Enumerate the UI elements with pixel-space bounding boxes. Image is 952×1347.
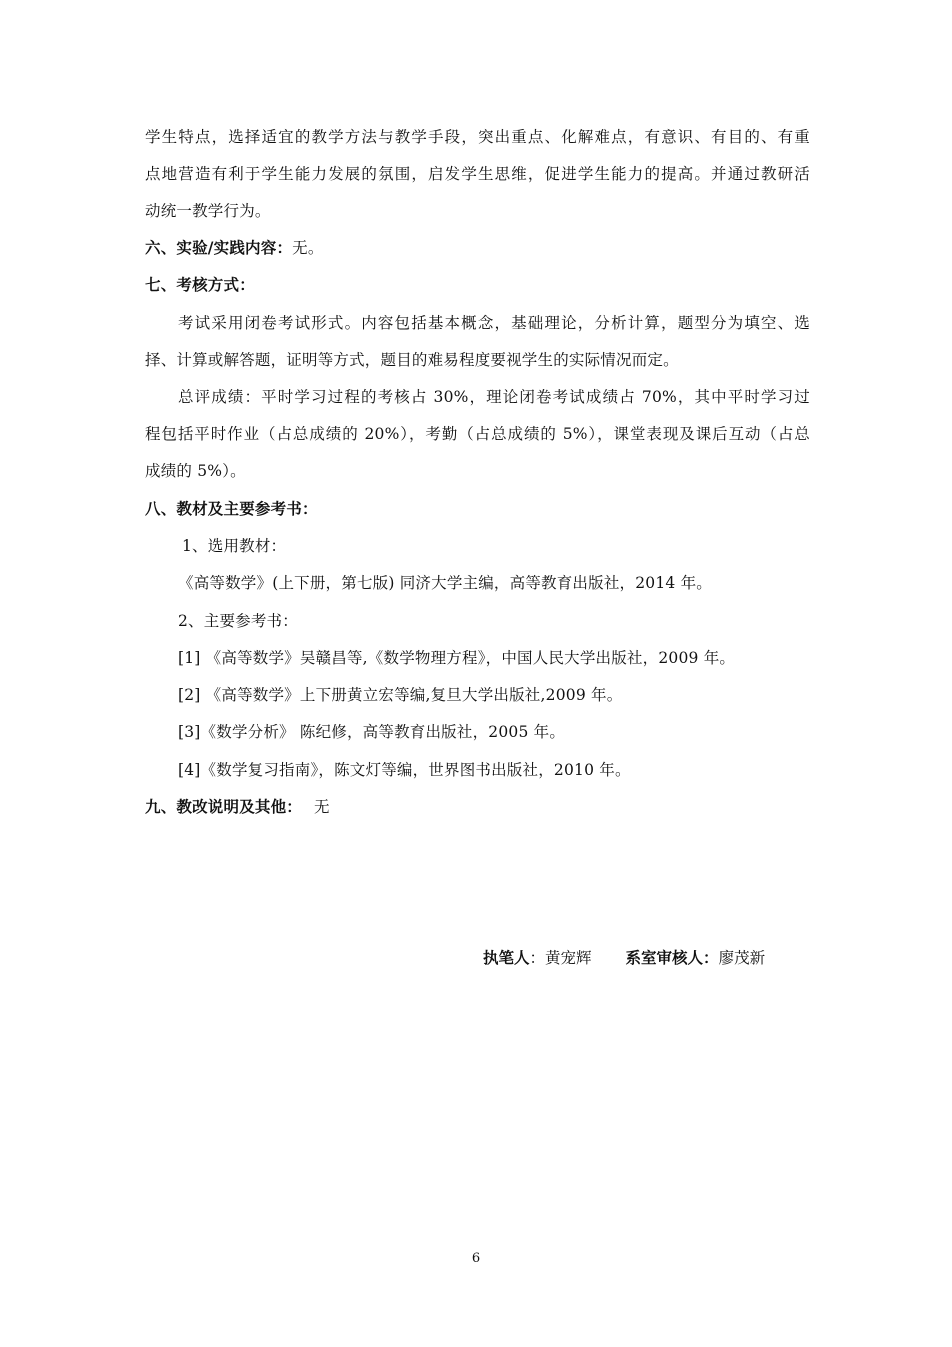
grade-paragraph-line: 总评成绩：平时学习过程的考核占 30%，理论闭卷考试成绩占 70%，其中平时学习过 xyxy=(178,388,810,406)
reference-item: [2] 《高等数学》上下册黄立宏等编,复旦大学出版社,2009 年。 xyxy=(178,686,623,704)
section-6-heading xyxy=(145,238,810,258)
section-8-heading: 八、教材及主要参考书： xyxy=(145,499,318,518)
signature-line xyxy=(483,948,765,968)
grade-paragraph-line: 程包括平时作业（占总成绩的 20%），考勤（占总成绩的 5%），课堂表现及课后互动（占总 xyxy=(145,425,810,443)
author-separator: ： xyxy=(529,949,546,967)
reviewer-label: 系室审核人： xyxy=(625,948,719,967)
reference-item: [4]《数学复习指南》，陈文灯等编，世界图书出版社，2010 年。 xyxy=(178,761,631,779)
reviewer-name: 廖茂新 xyxy=(718,949,766,967)
section-9-heading xyxy=(145,797,810,817)
method-paragraph-line: 点地营造有利于学生能力发展的氛围，启发学生思维，促进学生能力的提高。并通过教研活 xyxy=(145,165,810,183)
method-paragraph-line: 动统一教学行为。 xyxy=(145,202,271,220)
author-name: 黄宠辉 xyxy=(545,949,592,967)
grade-paragraph-line: 成绩的 5%）。 xyxy=(145,462,246,480)
exam-paragraph-line: 择、计算或解答题，证明等方式，题目的难易程度要视学生的实际情况而定。 xyxy=(145,351,679,369)
references-label: 2、主要参考书： xyxy=(178,612,298,630)
exam-paragraph-line: 考试采用闭卷考试形式。内容包括基本概念，基础理论，分析计算，题型分为填空、选 xyxy=(178,314,810,332)
section-9-content: 无 xyxy=(314,798,330,816)
section-9-title: 九、教改说明及其他： xyxy=(145,797,303,816)
section-6-title: 六、实验/实践内容： xyxy=(145,238,293,257)
reference-item: [1] 《高等数学》吴赣昌等,《数学物理方程》，中国人民大学出版社，2009 年。 xyxy=(178,649,736,667)
section-6-content: 无。 xyxy=(292,239,324,257)
method-paragraph-line: 学生特点，选择适宜的教学方法与教学手段，突出重点、化解难点，有意识、有目的、有重 xyxy=(145,128,810,146)
page-number: 6 xyxy=(471,1251,481,1266)
textbook-entry: 《高等数学》(上下册，第七版) 同济大学主编，高等教育出版社，2014 年。 xyxy=(178,574,712,592)
reference-item: [3]《数学分析》 陈纪修，高等教育出版社，2005 年。 xyxy=(178,723,566,741)
author-label: 执笔人 xyxy=(483,948,530,967)
section-7-heading: 七、考核方式： xyxy=(145,275,255,294)
textbook-label: 1、选用教材： xyxy=(182,537,287,555)
